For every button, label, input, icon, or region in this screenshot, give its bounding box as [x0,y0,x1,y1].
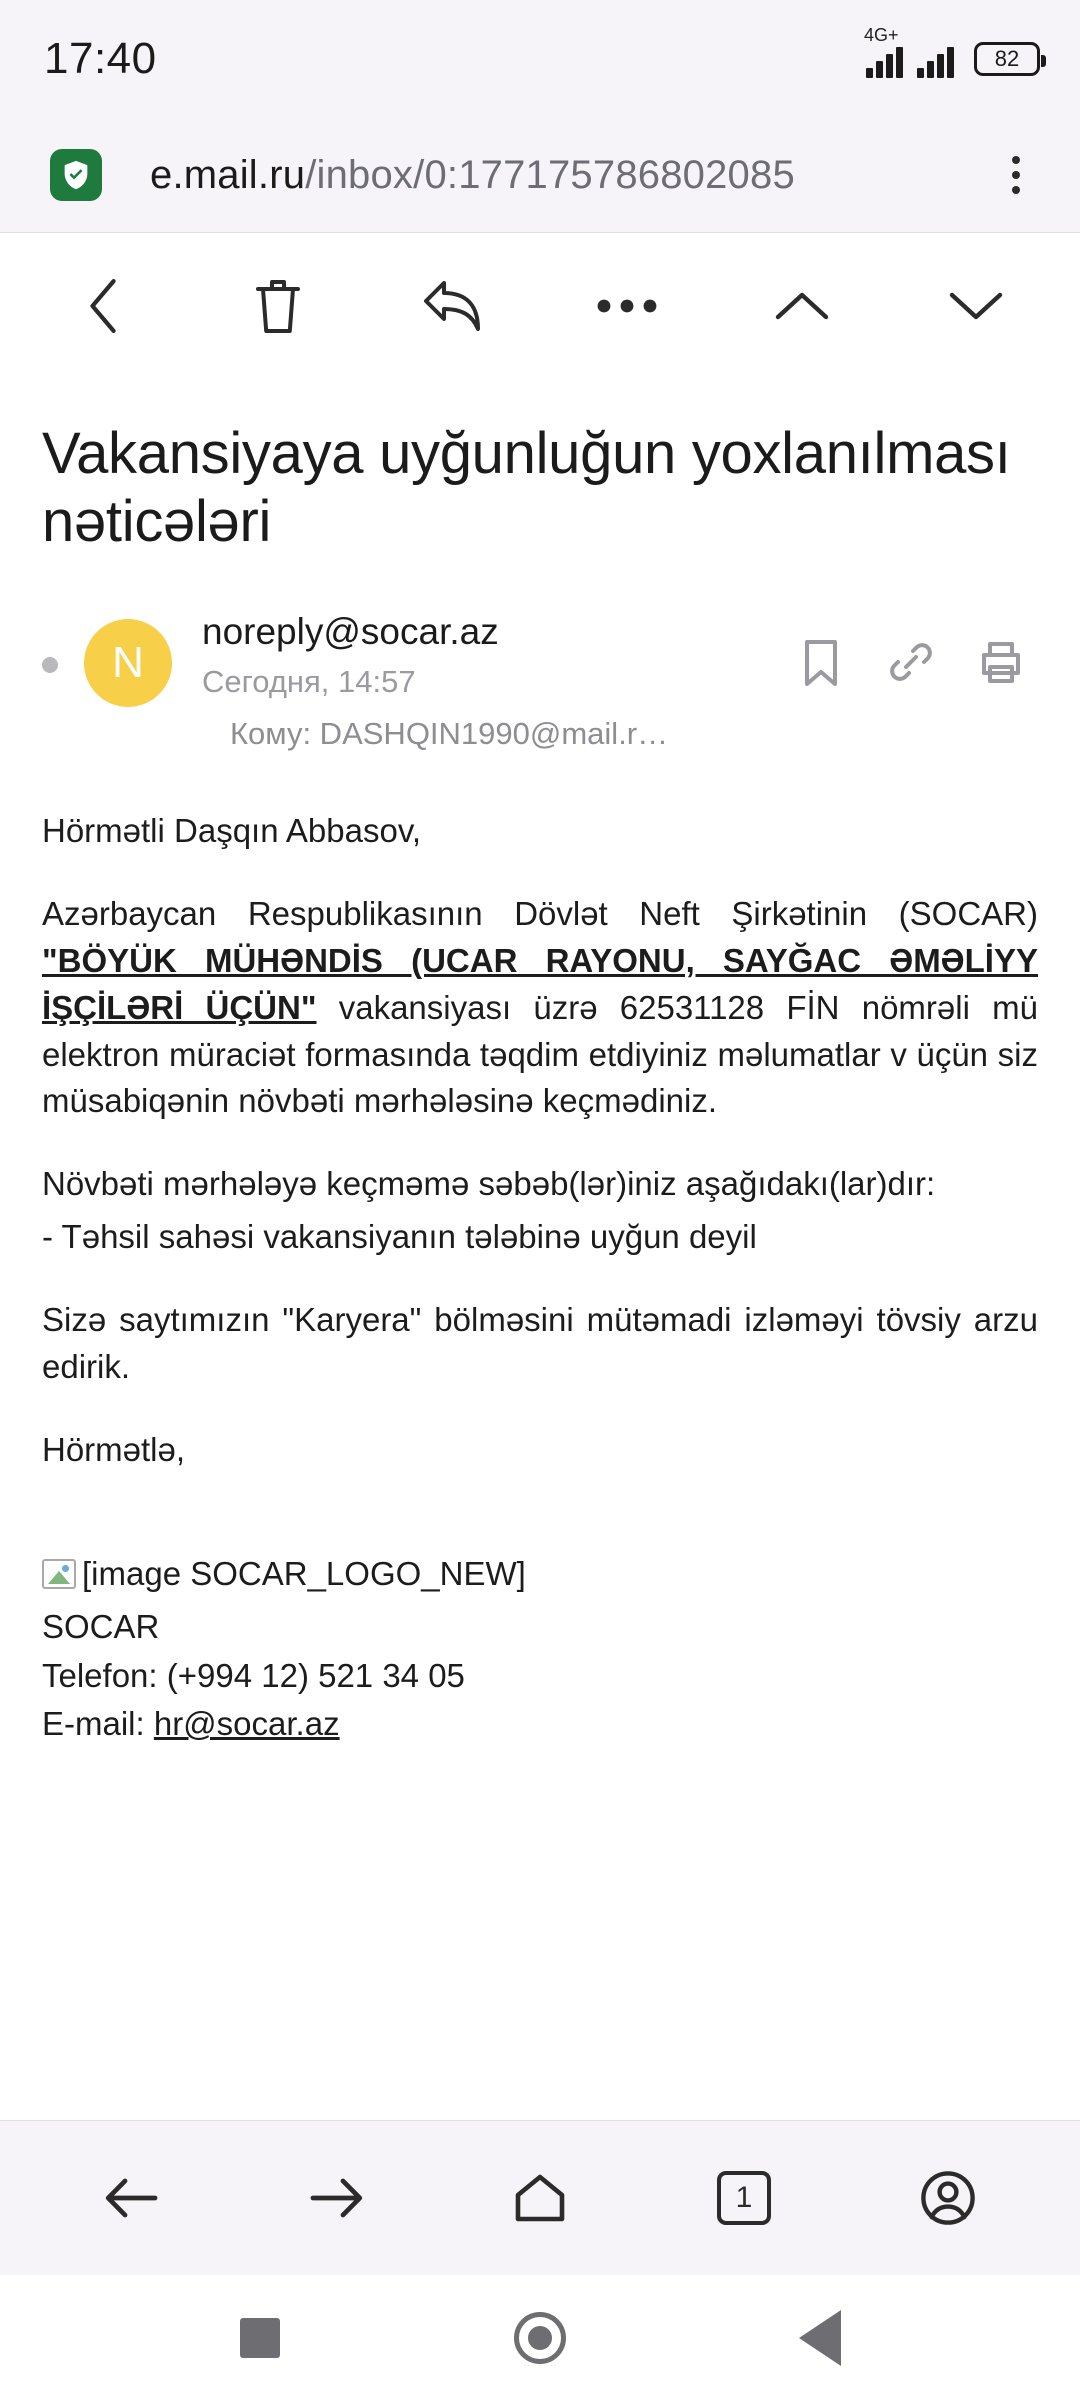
tabs-count-label: 1 [717,2171,771,2225]
body-paragraph-3: Sizə saytımızın "Karyera" bölməsini mütəmadi izləməyi tövsiy arzu edirik. [42,1301,1038,1385]
trash-icon[interactable] [230,258,326,354]
kebab-menu-icon[interactable] [986,145,1046,205]
url-path: /inbox/0:17717578680208 [305,152,773,197]
body-p1-end: vakansiyası üzrə 62531128 FİN nömrəli mü elektron müraciət formasında təqdim etdiyiniz məlumatlar v üçün siz müsabiqənin növbəti mərhələsinə keçmədiniz. [42,988,1038,1120]
status-bar [0,0,1080,118]
email-container [0,378,1080,1749]
battery-icon [974,42,1040,76]
signature-email-row [42,1700,1038,1749]
back-arrow-icon[interactable] [77,2143,187,2253]
account-icon[interactable] [893,2143,1003,2253]
signature-email-label: E-mail: [42,1705,154,1743]
broken-image-icon [42,1559,76,1589]
avatar: N [84,619,172,707]
sender-address[interactable]: noreply@socar.az [202,610,499,652]
forward-arrow-icon[interactable] [281,2143,391,2253]
body-reason-heading: Növbəti mərhələyə keçməmə səbəb(lər)iniz aşağıdakı(lar)dır: [42,1165,936,1203]
browser-url-bar[interactable] [0,118,1080,233]
android-system-nav [0,2275,1080,2400]
body-p1-bold: "BÖYÜK MÜHƏNDİS (UCAR RAYONU, SAYĞAC ƏMƏLİYY İŞÇİLƏRİ ÜÇÜN" [42,941,1038,1026]
body-greeting: Hörmətli Daşqın Abbasov, [42,812,422,850]
email-signature [42,1550,1038,1750]
shield-check-icon [50,149,102,201]
url-input[interactable] [150,153,986,198]
email-recipient[interactable]: Кому: DASHQIN1990@mail.r… [230,716,669,752]
body-reason-item: - Təhsil sahəsi vakansiyanın tələbinə uyğun deyil [42,1218,757,1256]
url-tail: 5 [772,152,795,197]
email-subject: Vakansiyaya uyğunluğun yoxlanılması nəticələri [42,421,1011,555]
status-indicators [864,25,1040,78]
chevron-up-icon[interactable] [754,258,850,354]
browser-bottom-nav [0,2120,1080,2275]
printer-icon[interactable] [970,631,1032,693]
sender-info [202,609,790,752]
body-paragraph-1 [42,891,1038,1125]
circle-home-icon[interactable] [495,2293,585,2383]
back-chevron-icon[interactable] [56,258,152,354]
mobile-signal-icon [864,25,903,78]
chevron-down-icon[interactable] [928,258,1024,354]
url-host: e.mail.ru [150,152,306,197]
mail-toolbar [0,233,1080,378]
body-closing: Hörmətlə, [42,1430,186,1468]
link-icon[interactable] [880,631,942,693]
body-p1-start: Azərbaycan Respublikasının Dövlət Neft Şirkətinin (SOCAR) [42,894,1038,932]
reply-arrow-icon[interactable] [405,258,501,354]
status-clock: 17:40 [44,34,157,83]
more-dots-icon[interactable] [579,258,675,354]
square-recents-icon[interactable] [215,2293,305,2383]
home-icon[interactable] [485,2143,595,2253]
unread-dot-icon [42,657,58,673]
email-actions [790,631,1032,693]
signature-phone: Telefon: (+994 12) 521 34 05 [42,1656,465,1694]
bookmark-icon[interactable] [790,631,852,693]
signature-email-link[interactable]: hr@socar.az [153,1705,340,1743]
email-body [42,808,1038,1509]
mobile-signal-secondary-icon [917,40,954,78]
email-date: Сегодня, 14:57 [202,664,416,700]
broken-image-row [42,1550,526,1599]
image-alt-text: [image SOCAR_LOGO_NEW] [82,1554,526,1592]
network-type-label: 4G+ [864,25,899,45]
tabs-button[interactable] [689,2143,799,2253]
signature-company: SOCAR [42,1607,160,1645]
triangle-back-icon[interactable] [775,2293,865,2383]
battery-level-label: 82 [994,46,1020,71]
email-sender-row[interactable] [42,609,1038,752]
